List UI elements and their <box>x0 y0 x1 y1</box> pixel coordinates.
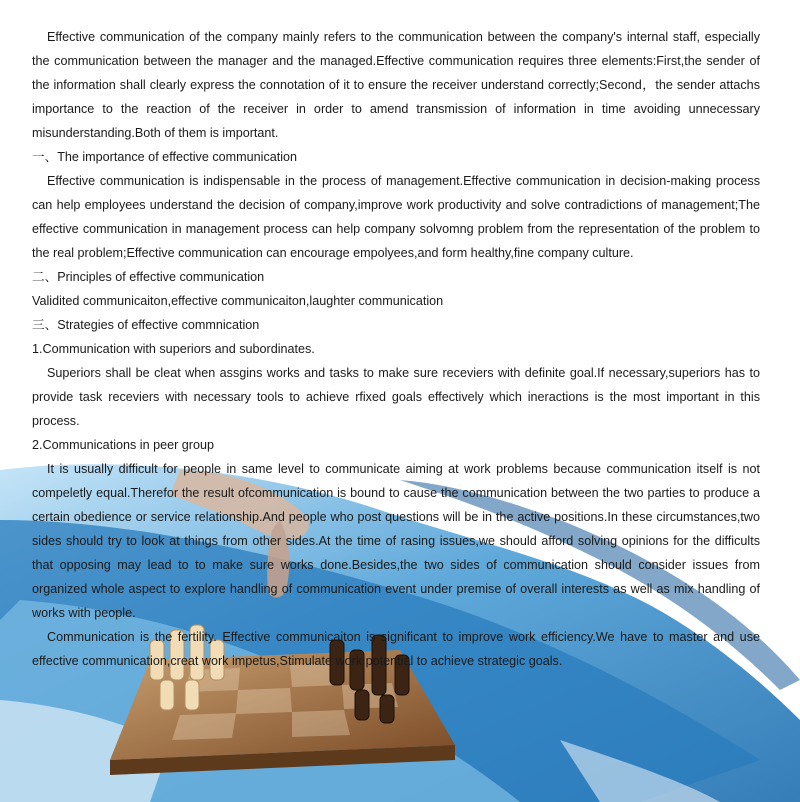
closing-paragraph: Communication is the fertility. Effective communicaiton is significant to improve work efficiency.We have to master and use effective communication,creat work impetus,Stimulate work potential to achieve strategic goals. <box>32 630 760 668</box>
peer-group-paragraph: It is usually difficult for people in same level to communicate aiming at work problems because communication itself is not compeletly equal.Therefor the result ofcommunication is bound to cause the communication between the two parties to produce a certain obedience or service relationship.And people who post questions will be in the active positions.In these circumstances,two sides should try to look at things from other sides.At the time of rasing issues,we should afford solving opinions for the difficults that opposing may lead to to make sure works done.Besides,the two sides of communication should consider issues from organized whole aspect to explore handling of communication event under premise of overall interests as well as mix handling of works with people. <box>32 462 760 620</box>
intro-paragraph: Effective communication of the company mainly refers to the communication between the company's internal staff, especially the communication between the manager and the managed.Effective communication requires three elements:First,the sender of the information shall clearly express the connotation of it to ensure the receiver understand correctly;Second，the sender attachs importance to the reaction of the receiver in order to amend transmission of information in time avoiding unnecessary misunderstanding.Both of them is important. <box>32 30 760 140</box>
section-heading-importance: 一、The importance of effective communication <box>32 150 298 164</box>
importance-paragraph: Effective communication is indispensable in the process of management.Effective communication in decision-making process can help employees understand the decision of company,improve work productivity and solve contradictions of management;The effective communication in management process can help company solvomng problem from the representation of the problem to the real problem;Effective communication can encourage empolyees,and form healthy,fine company culture. <box>32 174 760 260</box>
document-body <box>32 25 760 673</box>
section-heading-strategies: 三、Strategies of effective commnication <box>32 318 260 332</box>
superiors-paragraph: Superiors shall be cleat when assgins works and tasks to make sure receviers with definite goal.If necessary,superiors has to provide task receviers with necessary tools to achieve rfixed goals effectively which ineractions is the most important in this process. <box>32 366 760 428</box>
principles-paragraph: Validited communicaiton,effective communicaiton,laughter communication <box>32 294 444 308</box>
subheading-superiors: 1.Communication with superiors and subordinates. <box>32 342 315 356</box>
section-heading-principles: 二、Principles of effective communication <box>32 270 265 284</box>
subheading-peer-group: 2.Communications in peer group <box>32 438 215 452</box>
